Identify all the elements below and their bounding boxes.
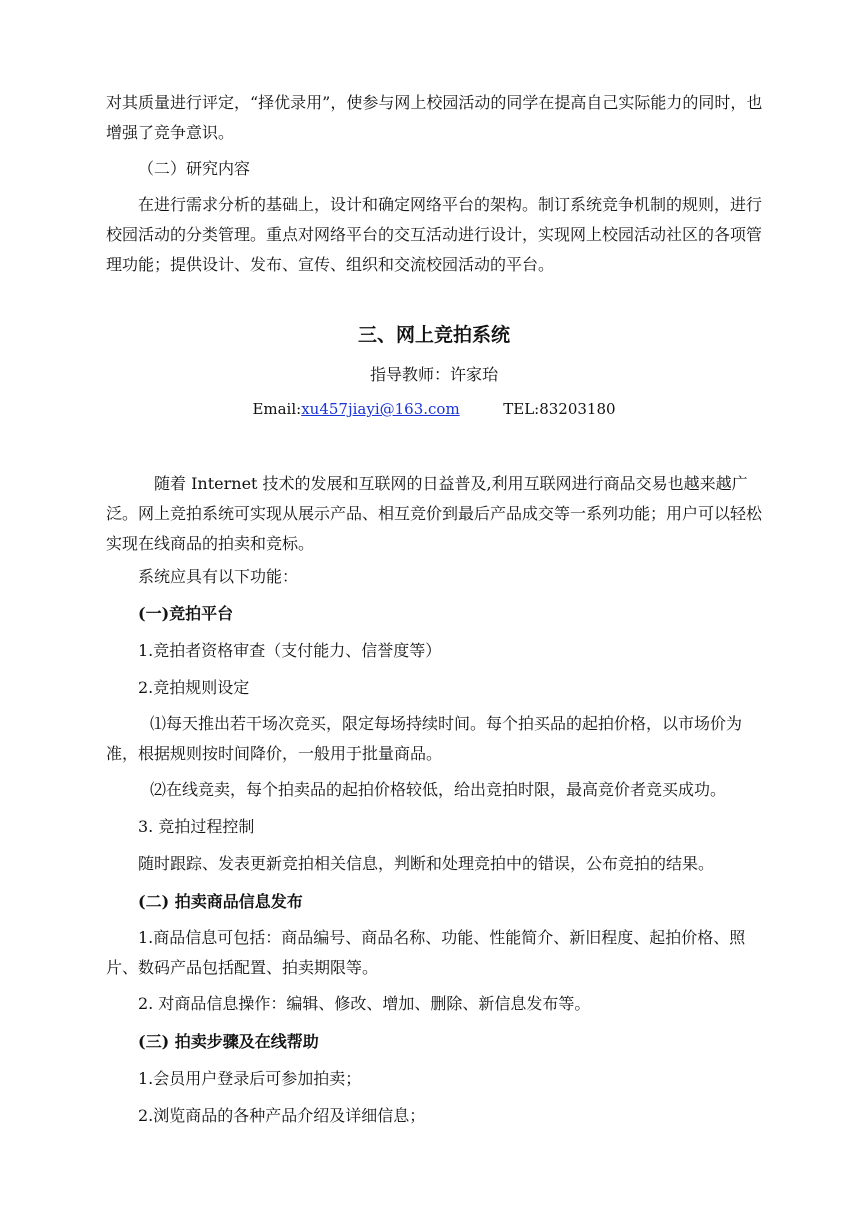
list-item-rules: 2.竞拍规则设定 <box>138 678 250 697</box>
tel-text: TEL:83203180 <box>503 400 616 418</box>
advisor-line: 指导教师：许家珆 <box>369 365 498 384</box>
intro-paragraph: 随着 Internet 技术的发展和互联网的日益普及,利用互联网进行商品交易也越来越广泛。网上竞拍系统可实现从展示产品、相互竞价到最后产品成交等一系列功能；用户可以轻松实现在线商品的拍卖和竞标。 <box>106 474 763 553</box>
rule-2-paragraph: ⑵在线竞卖，每个拍卖品的起拍价格较低，给出竞拍时限，最高竞价者竞买成功。 <box>150 780 727 799</box>
paragraph-top: 对其质量进行评定，“择优录用”，使参与网上校园活动的同学在提高自己实际能力的同时，也增强了竞争意识。 <box>106 93 763 142</box>
rule-1-paragraph: ⑴每天推出若干场次竞买，限定每场持续时间。每个拍买品的起拍价格，以市场价为准，根据规则按时间降价，一般用于批量商品。 <box>106 714 743 763</box>
functions-intro: 系统应具有以下功能： <box>138 567 299 586</box>
heading-steps-help: (三) 拍卖步骤及在线帮助 <box>138 1032 319 1051</box>
heading-auction-platform: (一)竞拍平台 <box>138 604 234 623</box>
section-3-title: 三、网上竞拍系统 <box>357 324 510 346</box>
paragraph-research: 在进行需求分析的基础上，设计和确定网络平台的架构。制订系统竞争机制的规则，进行校园活动的分类管理。重点对网络平台的交互活动进行设计，实现网上校园活动社区的各项管理功能；提供设计、发布、宣传、组织和交流校园活动的平台。 <box>106 195 763 274</box>
heading-goods-info: (二) 拍卖商品信息发布 <box>138 892 303 911</box>
goods-info-1: 1.商品信息可包括：商品编号、商品名称、功能、性能简介、新旧程度、起拍价格、照片、数码产品包括配置、拍卖期限等。 <box>106 928 746 977</box>
step-1: 1.会员用户登录后可参加拍卖； <box>138 1069 362 1088</box>
section-2-title: （二）研究内容 <box>138 159 251 178</box>
list-item-process: 3. 竞拍过程控制 <box>138 817 255 836</box>
goods-info-2: 2. 对商品信息操作：编辑、修改、增加、删除、新信息发布等。 <box>138 994 591 1013</box>
email-label: Email: <box>252 400 302 418</box>
list-item-qualification: 1.竞拍者资格审查（支付能力、信誉度等） <box>138 641 442 660</box>
email-link[interactable]: xu457jiayi@163.com <box>301 400 460 418</box>
step-2: 2.浏览商品的各种产品介绍及详细信息； <box>138 1106 426 1125</box>
process-text: 随时跟踪、发表更新竞拍相关信息，判断和处理竞拍中的错误，公布竞拍的结果。 <box>138 854 715 873</box>
contact-row <box>0 400 868 418</box>
